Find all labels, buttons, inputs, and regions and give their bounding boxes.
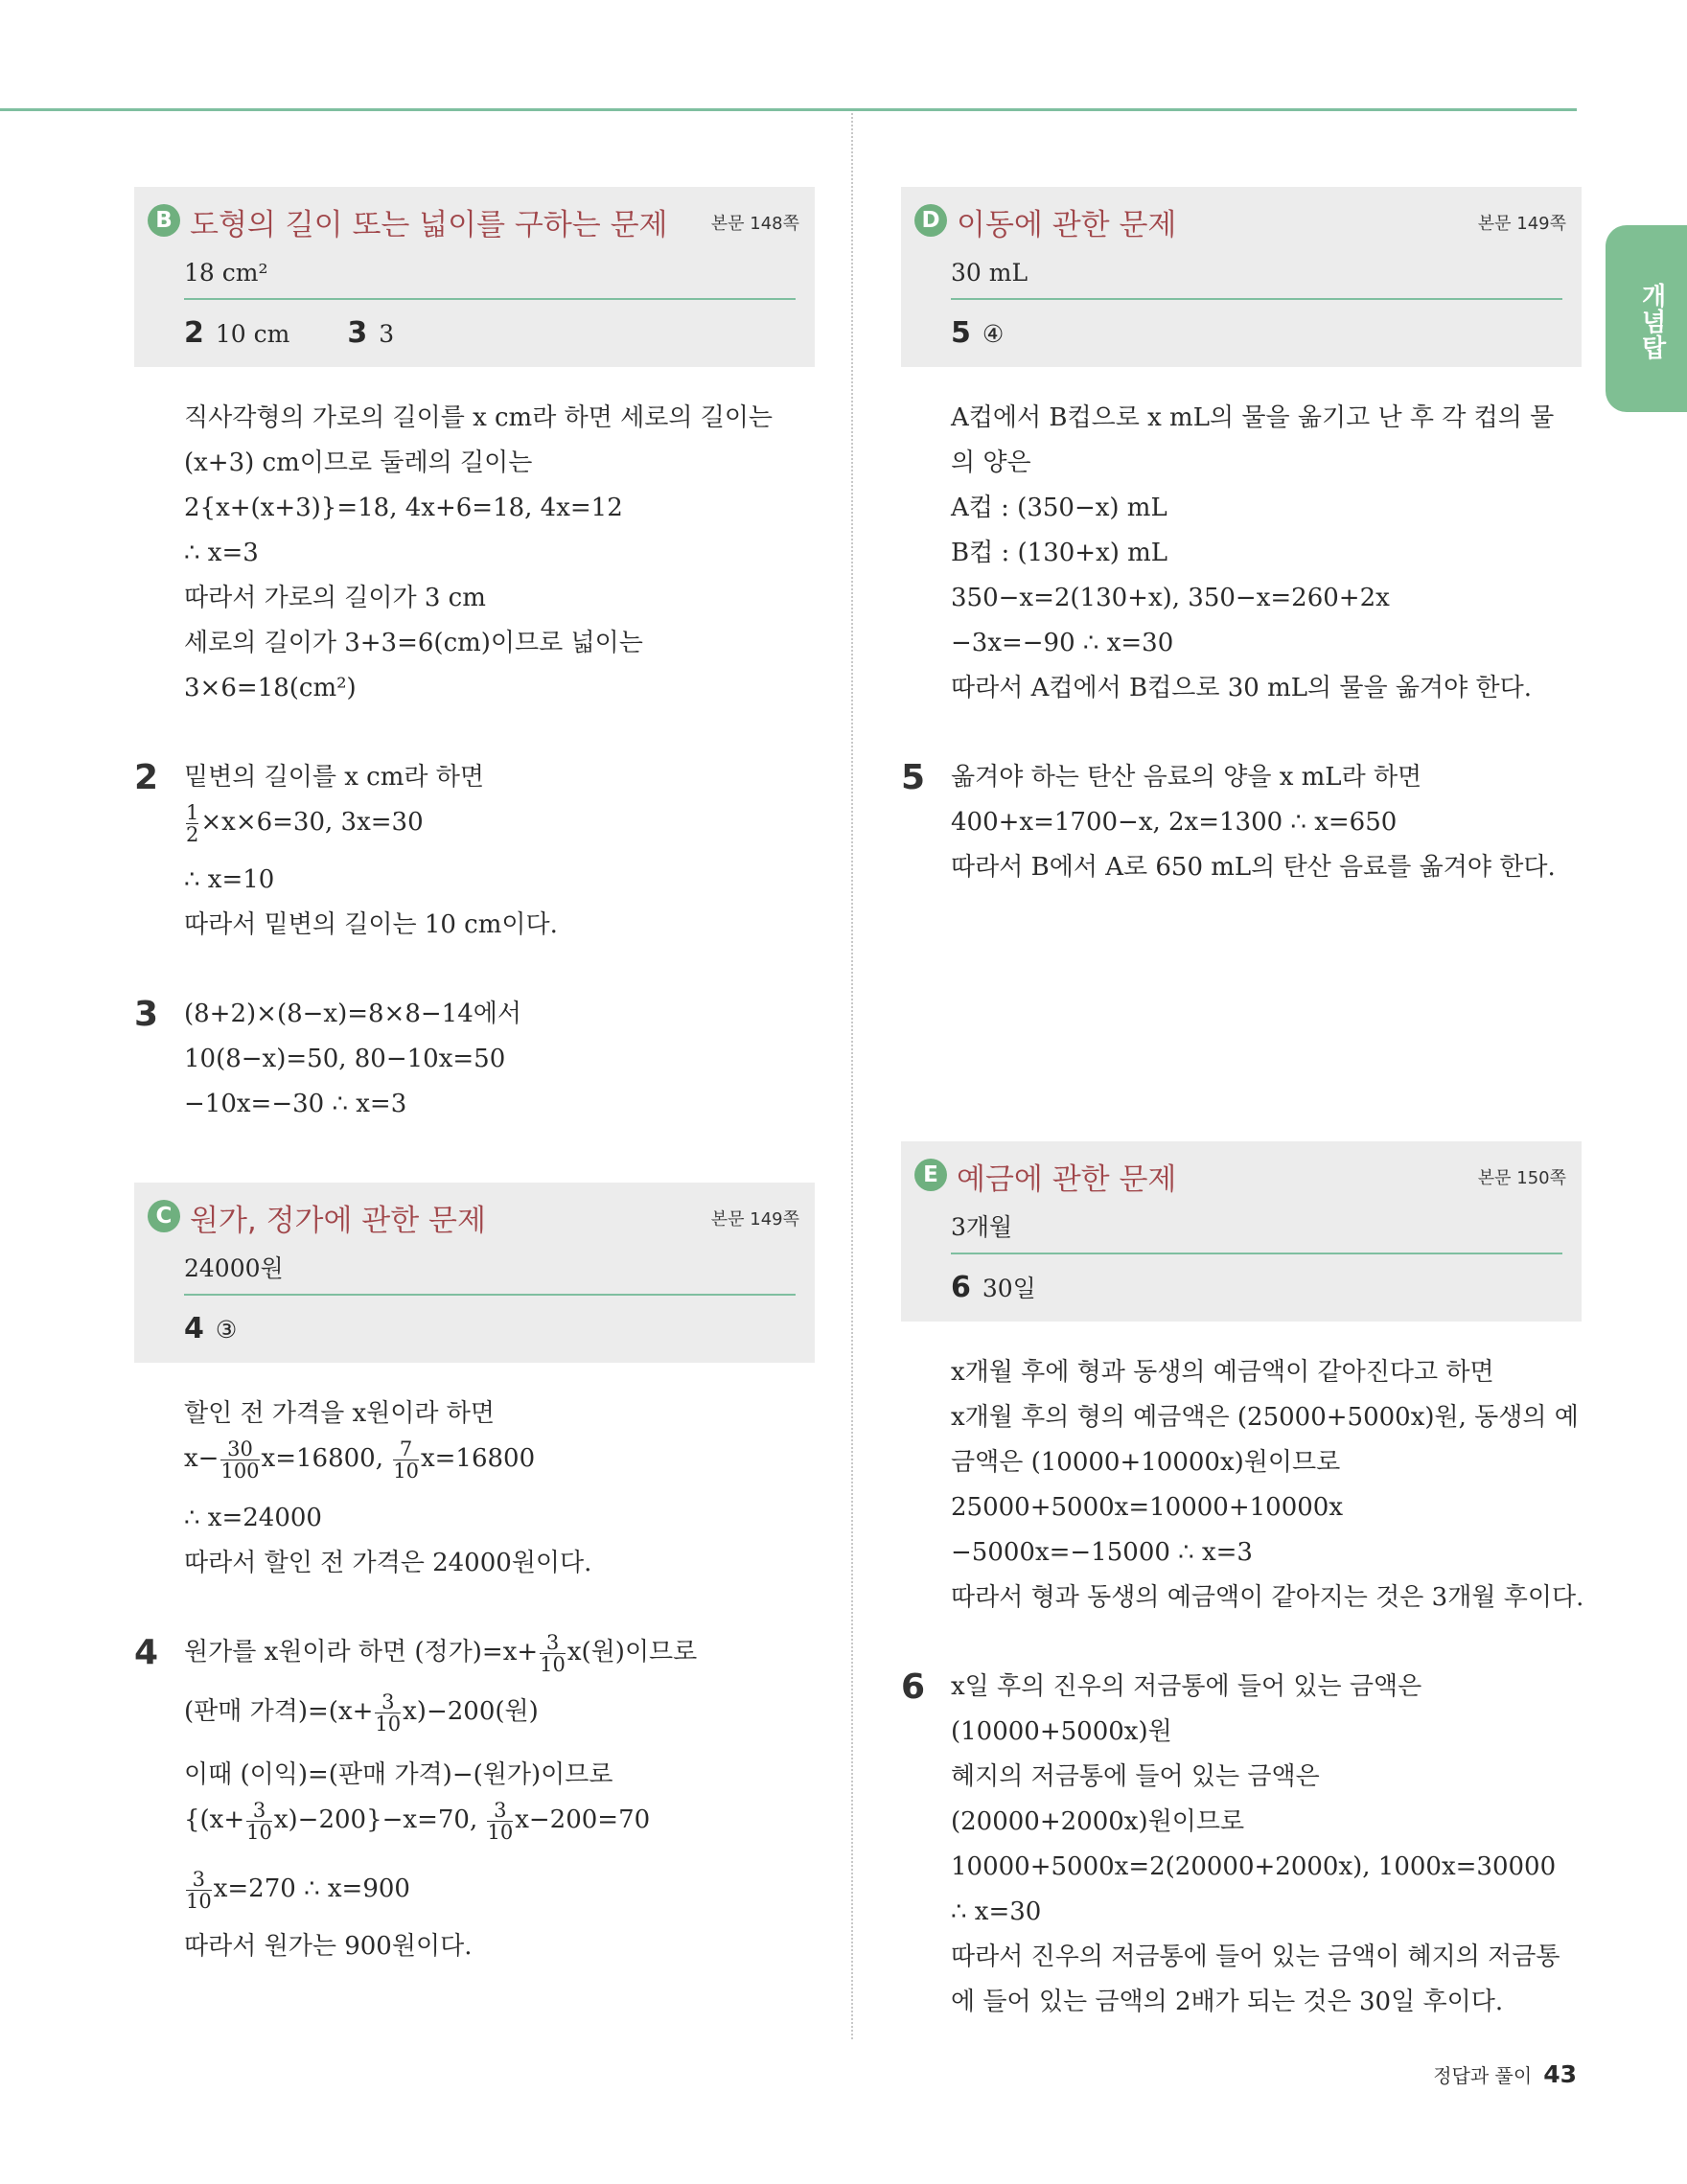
section-b-ref: 본문 148쪽: [710, 214, 799, 234]
solution-d: A컵에서 B컵으로 x mL의 물을 옮기고 난 후 각 컵의 물 의 양은 A컵 : (350−x) mL B컵 : (130+x) mL 350−x=2(130+x), 350−x=260+2x −3x=−90 ∴ x=30 따라서 A컵에서 B컵으로 30 mL의 물을 옮겨야 한다.: [951, 403, 1555, 702]
section-d-badge: D: [914, 204, 947, 237]
left-column: [134, 187, 815, 1969]
section-d-answer: 30 mL: [951, 259, 1028, 287]
page-footer: [1433, 2060, 1577, 2088]
section-d-title: 이동에 관한 문제: [957, 208, 1177, 242]
problem-number: 5: [901, 758, 926, 797]
column-divider: [851, 113, 853, 2039]
problem-number: 6: [901, 1667, 926, 1707]
section-c-sub: 4 ③: [184, 1312, 238, 1345]
top-rule: [0, 108, 1577, 111]
solution-5: 5 옮겨야 하는 탄산 음료의 양을 x mL라 하면 400+x=1700−x, 2x=1300 ∴ x=650 따라서 B에서 A로 650 mL의 탄산 음료를 옮겨야 한다.: [901, 755, 1582, 890]
footer-label: 정답과 풀이: [1433, 2064, 1533, 2087]
page-number: 43: [1543, 2060, 1577, 2088]
section-c-answer: 24000원: [184, 1254, 284, 1282]
solution-2: 2 밑변의 길이를 x cm라 하면 $\frac{1}{2}$ ×x×6=30, 3x=30 ∴ x=10 따라서 밑변의 길이는 10 cm이다.: [134, 755, 815, 948]
problem-number: 3: [134, 995, 159, 1034]
section-c-box: [134, 1183, 815, 1363]
section-e-sub: 6 30일: [951, 1271, 1036, 1304]
right-column: [901, 187, 1582, 2025]
side-tab-label: 개념탑: [1637, 283, 1666, 360]
section-b-sub: 2 10 cm 3 3: [184, 316, 395, 350]
solution-6: 6 x일 후의 진우의 저금통에 들어 있는 금액은 (10000+5000x)원 혜지의 저금통에 들어 있는 금액은 (20000+2000x)원이므로 10000+5000x=2(20000+2000x), 1000x=30000 ∴ x=30 따라서 진우의 저금통에 들어 있는 금액이 혜지의 저금통 에 들어 있는 금액의 2배가 되는 것은 30일 후이다.: [901, 1665, 1582, 2025]
section-c-title: 원가, 정가에 관한 문제: [190, 1204, 486, 1238]
section-d-ref: 본문 149쪽: [1477, 214, 1566, 234]
section-e-title: 예금에 관한 문제: [957, 1162, 1177, 1197]
section-e-badge: E: [914, 1159, 947, 1191]
section-e-ref: 본문 150쪽: [1477, 1168, 1566, 1188]
section-c-badge: C: [148, 1200, 180, 1232]
solution-e: x개월 후에 형과 동생의 예금액이 같아진다고 하면 x개월 후의 형의 예금액은 (25000+5000x)원, 동생의 예 금액은 (10000+10000x)원이므로 25000+5000x=10000+10000x −5000x=−15000 ∴ x=3 따라서 형과 동생의 예금액이 같아지는 것은 3개월 후이다.: [951, 1358, 1584, 1612]
section-e-box: [901, 1141, 1582, 1322]
section-d-box: [901, 187, 1582, 367]
section-e-answer: 3개월: [951, 1213, 1013, 1241]
section-b-box: [134, 187, 815, 367]
solution-3: 3 (8+2)×(8−x)=8×8−14에서 10(8−x)=50, 80−10x=50 −10x=−30 ∴ x=3: [134, 992, 815, 1127]
side-tab[interactable]: [1606, 225, 1687, 412]
section-d-sub: 5 ④: [951, 316, 1005, 350]
section-b-answer: 18 cm²: [184, 259, 268, 287]
solution-4: 4 원가를 x원이라 하면 (정가)=x+ $\frac{3}{10}$ x(원)이므로 (판매 가격)=(x+ $\frac{3}{10}$ x)−200(원) 이때 (이익)=(판매 가격)−(원가)이므로 {(x+ $\frac{3}{10}$ x)−200}−x=70, $\frac{3}{10}$ x−200=70 $\frac{3}{10}$ x=270 ∴ x=900 따라서 원가는 900원이다.: [134, 1630, 698, 1961]
section-b-badge: B: [148, 204, 180, 237]
problem-number: 4: [134, 1633, 159, 1672]
solution-c: 할인 전 가격을 x원이라 하면 x− $\frac{30}{100}$ x=16800, $\frac{7}{10}$ x=16800 ∴ x=24000 따라서 할인 전 가격은 24000원이다.: [184, 1399, 592, 1577]
section-b-title: 도형의 길이 또는 넓이를 구하는 문제: [190, 208, 668, 242]
solution-b: 직사각형의 가로의 길이를 x cm라 하면 세로의 길이는 (x+3) cm이므로 둘레의 길이는 2{x+(x+3)}=18, 4x+6=18, 4x=12 ∴ x=3 따라서 가로의 길이가 3 cm 세로의 길이가 3+3=6(cm)이므로 넓이는 3×6=18(cm²): [184, 403, 774, 702]
section-c-ref: 본문 149쪽: [710, 1209, 799, 1230]
problem-number: 2: [134, 758, 159, 797]
